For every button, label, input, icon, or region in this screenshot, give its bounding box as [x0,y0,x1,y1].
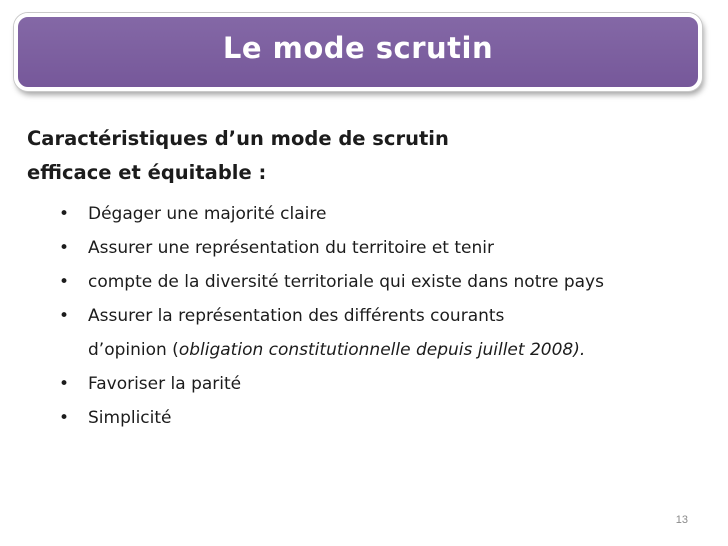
bullet-dot-icon: • [59,408,70,428]
intro-heading [27,122,449,190]
bullet-text: Favoriser la parité [88,374,242,394]
bullet-dot-icon: • [59,204,70,224]
bullet-item [56,197,604,231]
page-number: 13 [675,514,688,526]
slide-title: Le mode scrutin [222,31,494,65]
continuation-italic: obligation constitutionnelle depuis juillet 2008). [178,340,586,360]
bullet-item [56,231,604,265]
bullet-list [56,197,604,435]
bullet-dot-icon: • [59,374,70,394]
bullet-continuation [56,333,604,367]
bullet-text: Dégager une majorité claire [88,204,327,224]
bullet-text: Assurer la représentation des différents courants [88,306,505,326]
bullet-dot-icon: • [59,306,70,326]
bullet-item [56,299,604,333]
continuation-prefix: d’opinion ( [88,340,179,360]
bullet-item [56,367,604,401]
bullet-text: Assurer une représentation du territoire et tenir [88,238,494,258]
bullet-item [56,265,604,299]
intro-line-1: Caractéristiques d’un mode de scrutin [27,127,449,150]
bullet-text: Simplicité [88,408,172,428]
bullet-text: compte de la diversité territoriale qui existe dans notre pays [88,272,604,292]
bullet-item [56,401,604,435]
title-banner [14,13,702,91]
bullet-dot-icon: • [59,238,70,258]
bullet-dot-icon: • [59,272,70,292]
intro-line-2: efficace et équitable : [27,161,267,184]
